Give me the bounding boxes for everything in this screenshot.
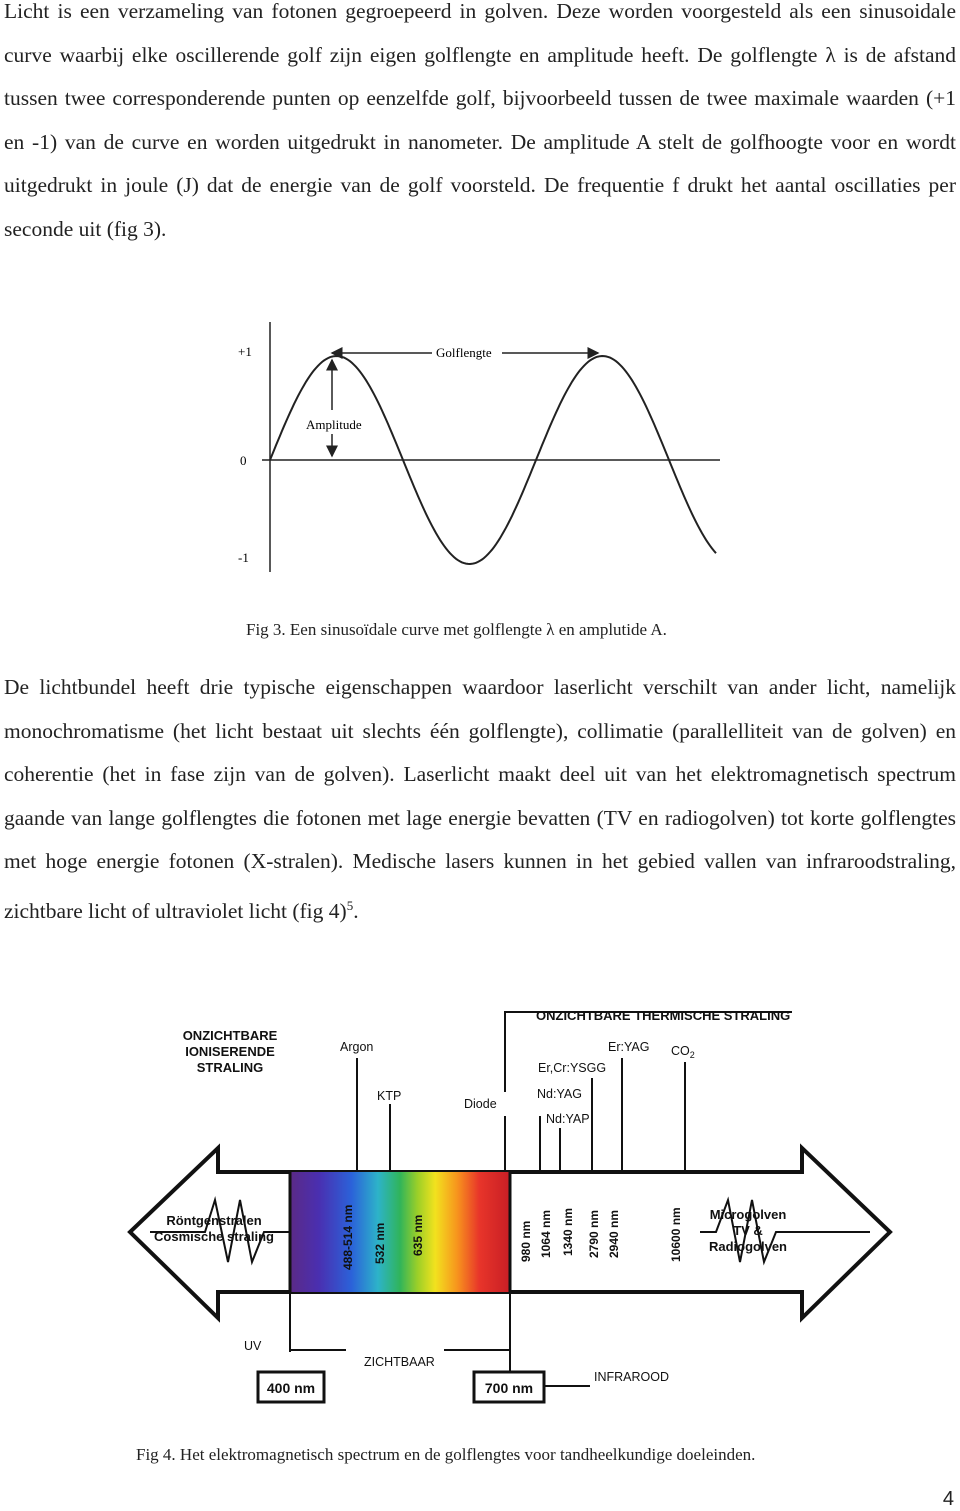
y-label-plus: +1	[238, 344, 252, 359]
nm-488: 488-514 nm	[341, 1204, 355, 1270]
nm-532: 532 nm	[373, 1222, 387, 1264]
argon-label: Argon	[340, 1040, 374, 1054]
wavelength-label: Golflengte	[436, 345, 492, 360]
right-label-line3: Radiogolven	[708, 1239, 788, 1254]
ktp-label: KTP	[377, 1089, 402, 1103]
fig4-caption: Fig 4. Het elektromagnetisch spectrum en de golflengtes voor tandheelkundige doeleinden.	[136, 1445, 756, 1464]
footnote-ref: 5	[346, 897, 354, 913]
box-700-label: 700 nm	[484, 1380, 534, 1396]
box-400-label: 400 nm	[266, 1380, 316, 1396]
paragraph-end: .	[353, 898, 359, 923]
diode-label: Diode	[464, 1097, 497, 1111]
left-label-line1: Röntgenstralen	[166, 1213, 262, 1228]
right-label-line2: TV &	[733, 1223, 763, 1238]
nd-yag-label: Nd:YAG	[537, 1087, 582, 1101]
infrared-label: INFRAROOD	[594, 1370, 669, 1384]
nm-1340: 1340 nm	[561, 1207, 575, 1256]
y-label-minus: -1	[238, 550, 249, 565]
left-label-line2: Cosmische straling	[154, 1229, 274, 1244]
er-yag-label: Er:YAG	[608, 1040, 650, 1054]
page-number: 4	[942, 1488, 954, 1510]
er-cr-label: Er,Cr:YSGG	[538, 1061, 607, 1075]
ionizing-line2: IONISERENDE	[185, 1044, 275, 1059]
thermal-label: ONZICHTBARE THERMISCHE STRALING	[536, 1008, 791, 1023]
nm-635: 635 nm	[411, 1214, 425, 1256]
nm-1064: 1064 nm	[539, 1209, 553, 1258]
nm-980: 980 nm	[519, 1220, 533, 1262]
visible-spectrum-band	[290, 1172, 510, 1292]
fig3-caption: Fig 3. Een sinusoïdale curve met golflengte λ en amplutide A.	[246, 620, 667, 639]
y-label-zero: 0	[240, 453, 247, 468]
right-label-line1: Microgolven	[709, 1207, 787, 1222]
paragraph-laser-text: De lichtbundel heeft drie typische eigenschappen waardoor laserlicht verschilt van ander licht, namelijk monochromatisme (het licht bestaat uit slechts één golflengte), collimatie (parallelliteit van de golven) en coherentie (het in fase zijn van de golven). Laserlicht maakt deel uit van het elektromagnetisch spectrum gaande van lange golflengtes die fotonen met lage energie bevatten (TV en radiogolven) tot korte golflengtes met hoge energie fotonen (X-stralen). Medische lasers kunnen in het gebied vallen van infraroodstraling, zichtbare licht of ultraviolet licht (fig 4)	[4, 675, 956, 923]
co2-label: $CO_2$	[671, 1044, 695, 1060]
visible-label: ZICHTBAAR	[364, 1355, 435, 1369]
ionizing-line1: ONZICHTBARE	[182, 1028, 278, 1043]
amplitude-label: Amplitude	[306, 417, 362, 432]
paragraph-light-intro: Licht is een verzameling van fotonen gegroepeerd in golven. Deze worden voorgesteld als een sinusoidale curve waarbij elke oscillerende golf zijn eigen golflengte en amplitude heeft. De golflengte λ is de afstand tussen twee corresponderende punten op eenzelfde golf, bijvoorbeeld tussen de twee maximale waarden (+1 en -1) van de curve en worden uitgedrukt in nanometer. De amplitude A stelt de golfhoogte voor en wordt uitgedrukt in joule (J) dat de energie van de golf voorsteld. De frequentie f drukt het aantal oscillaties per seconde uit (fig 3).	[4, 0, 956, 241]
ionizing-line3: STRALING	[196, 1060, 264, 1075]
uv-label: UV	[244, 1339, 262, 1353]
nm-2940: 2940 nm	[607, 1209, 621, 1258]
nd-yap-label: Nd:YAP	[546, 1112, 590, 1126]
nm-10600: 10600 nm	[669, 1207, 683, 1262]
nm-2790: 2790 nm	[587, 1209, 601, 1258]
